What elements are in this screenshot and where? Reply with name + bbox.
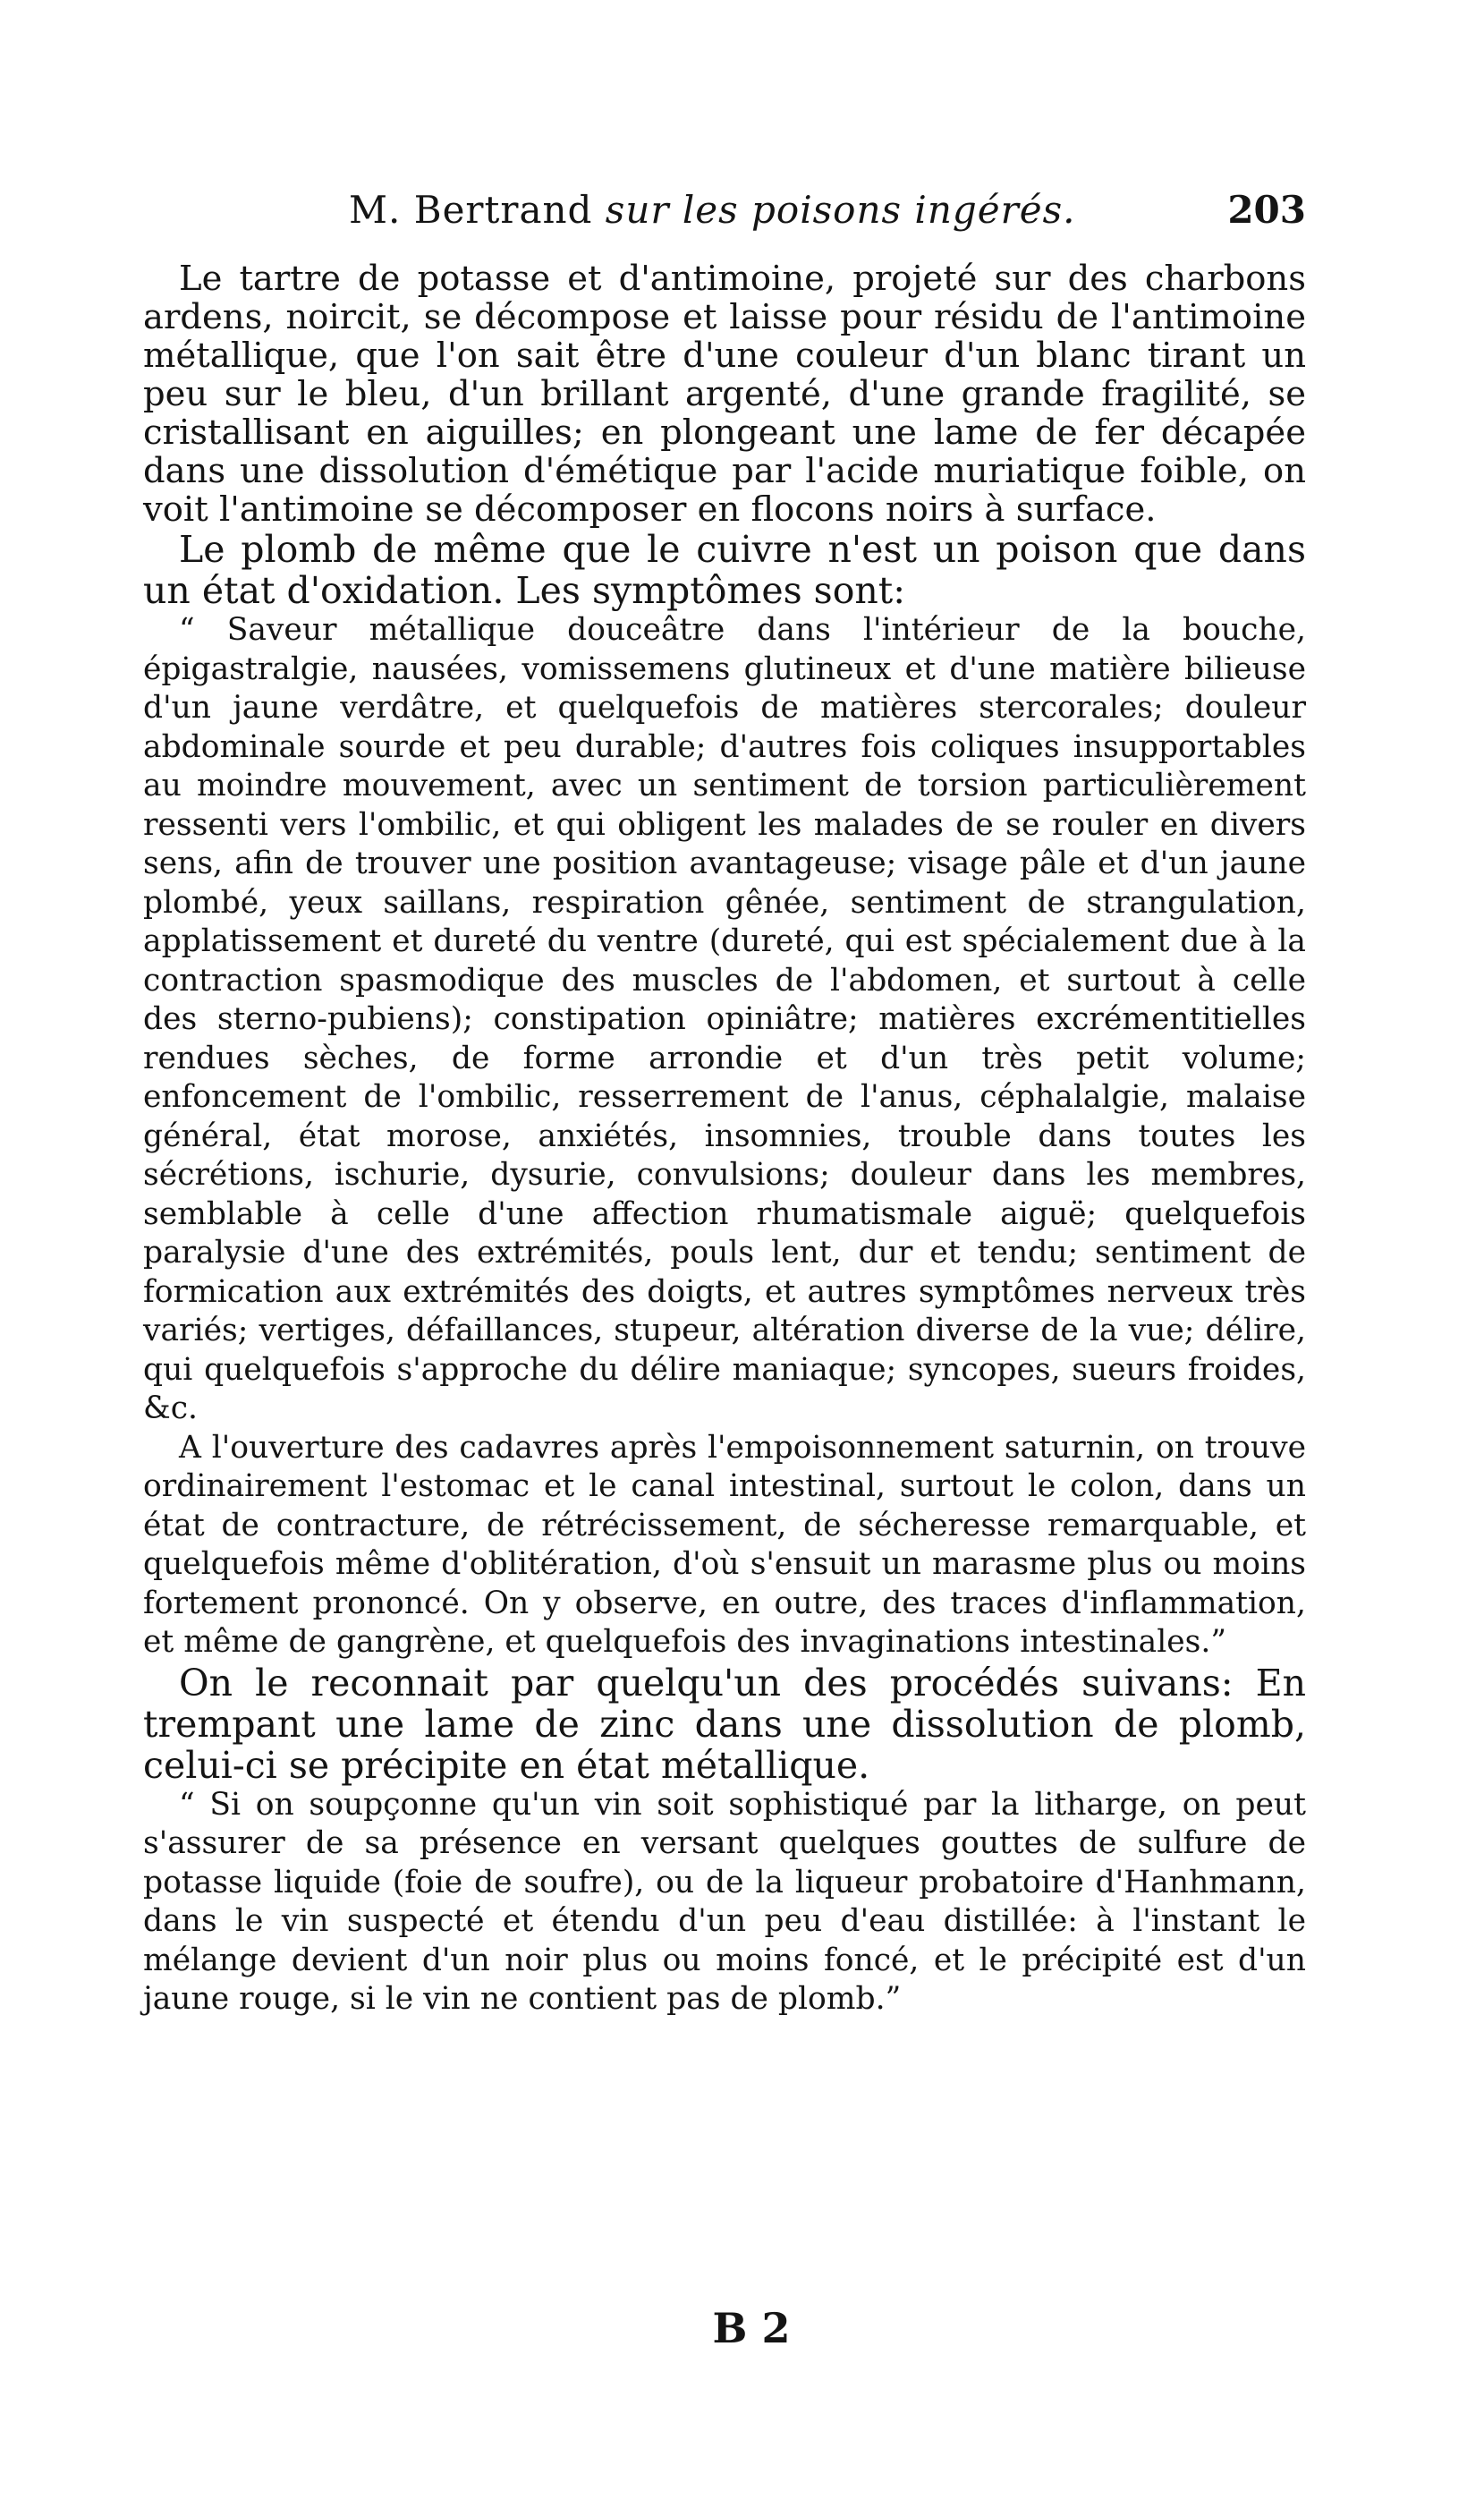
signature-mark: B 2 [712,2304,791,2352]
paragraph-autopsy: A l'ouverture des cadavres après l'empoisonnement saturnin, on trouve ordinairement l'estomac et le canal intestinal, surtout le colon, dans un état de contracture, de rétrécissement, de sécheresse remarquable, et quelquefois même d'oblitération, d'où s'ensuit un marasme plus ou moins fortement prononcé. On y observe, en outre, des traces d'inflammation, et même de gangrène, et quelquefois des invaginations intestinales.” [143,1429,1306,1660]
page-number: 203 [1227,188,1306,232]
running-title [349,188,1075,232]
page-footer [143,2304,1306,2352]
running-title-author: M. Bertrand [349,188,593,232]
running-title-subject: sur les poisons ingérés. [605,188,1076,232]
document-page [143,188,1306,2352]
paragraph-lead-intro: Le plomb de même que le cuivre n'est un poison que dans un état d'oxidation. Les symptômes sont: [143,528,1306,612]
paragraph-lead-symptoms: “ Saveur métallique douceâtre dans l'intérieur de la bouche, épigastralgie, nausées, vomissemens glutineux et d'une matière bilieuse d'un jaune verdâtre, et quelquefois de matières stercorales; douleur abdominale sourde et peu durable; d'autres fois coliques insupportables au moindre mouvement, avec un sentiment de torsion particulièrement ressenti vers l'ombilic, et qui obligent les malades de se rouler en divers sens, afin de trouver une position avantageuse; visage pâle et d'un jaune plombé, yeux saillans, respiration gênée, sentiment de strangulation, applatissement et dureté du ventre (dureté, qui est spécialement due à la contraction spasmodique des muscles de l'abdomen, et surtout à celle des sterno-pubiens); constipation opiniâtre; matières excrémentitielles rendues sèches, de forme arrondie et d'un très petit volume; enfoncement de l'ombilic, resserrement de l'anus, céphalalgie, malaise général, état morose, anxiétés, insomnies, trouble dans toutes les sécrétions, ischurie, dysurie, convulsions; douleur dans les membres, semblable à celle d'une affection rhumatismale aiguë; quelquefois paralysie d'une des extrémités, pouls lent, dur et tendu; sentiment de formication aux extrémités des doigts, et autres symptômes nerveux très variés; vertiges, défaillances, stupeur, altération diverse de la vue; délire, qui quelquefois s'approche du délire maniaque; syncopes, sueurs froides, &c. [143,612,1306,1426]
page-header [143,188,1306,242]
paragraph-antimony-test: Le tartre de potasse et d'antimoine, projeté sur des charbons ardens, noircit, se décompose et laisse pour résidu de l'antimoine métallique, que l'on sait être d'une couleur d'un blanc tirant un peu sur le bleu, d'un brillant argenté, d'une grande fragilité, se cristallisant en aiguilles; en plongeant une lame de fer décapée dans une dissolution d'émétique par l'acide muriatique foible, on voit l'antimoine se décomposer en flocons noirs à surface. [143,259,1306,530]
body-text [143,259,1306,2019]
paragraph-wine-test: “ Si on soupçonne qu'un vin soit sophistiqué par la litharge, on peut s'assurer de sa présence en versant quelques gouttes de sulfure de potasse liquide (foie de soufre), ou de la liqueur probatoire d'Hanhmann, dans le vin suspecté et étendu d'un peu d'eau distillée: à l'instant le mélange devient d'un noir plus ou moins foncé, et le précipité est d'un jaune rouge, si le vin ne contient pas de plomb.” [143,1786,1306,2017]
paragraph-detection: On le reconnait par quelqu'un des procédés suivans: En trempant une lame de zinc dans une dissolution de plomb, celui-ci se précipite en état métallique. [143,1661,1306,1787]
